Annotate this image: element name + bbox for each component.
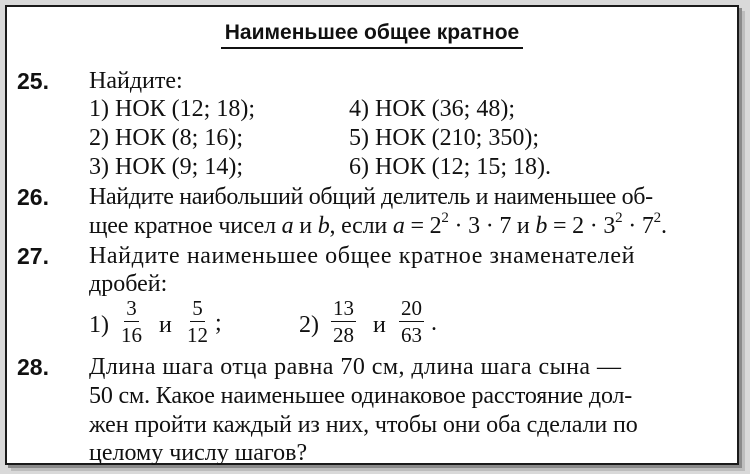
- problem-25-item-6: 6) НОК (12; 15; 18).: [349, 154, 551, 180]
- problem-28-line-1: Длина шага отца равна 70 см, длина шага сына —: [89, 354, 622, 380]
- problem-27-part-2-label: 2): [299, 312, 319, 338]
- problem-27-number: 27.: [17, 243, 49, 269]
- problem-25-number: 25.: [17, 68, 49, 94]
- problem-27-part-1-label: 1): [89, 312, 109, 338]
- page-title: [7, 21, 737, 45]
- problem-25-item-5: 5) НОК (210; 350);: [349, 125, 539, 151]
- fraction-5-12: $\frac{5}{12}$: [187, 296, 208, 347]
- problem-25-prompt: Найдите:: [89, 68, 183, 94]
- fraction-13-28: $\frac{13}{28}$: [333, 296, 354, 347]
- problem-27-and-2: и: [373, 312, 386, 338]
- problem-28-line-2: 50 см. Какое наименьшее одинаковое расстояние дол-: [89, 383, 633, 409]
- problem-27-line-2: дробей:: [89, 271, 168, 297]
- textbook-page: [5, 5, 739, 465]
- problem-27-and-1: и: [159, 312, 172, 338]
- problem-26-line-1: Найдите наибольший общий делитель и наименьшее об-: [89, 184, 653, 210]
- page-title-text: Наименьшее общее кратное: [221, 21, 523, 49]
- problem-27-line-1: Найдите наименьшее общее кратное знаменателей: [89, 243, 636, 269]
- fraction-3-16: $\frac{3}{16}$: [121, 296, 142, 347]
- problem-27-semicolon: ;: [215, 310, 222, 336]
- problem-26-line-2: щее кратное чисел a и b, если $a = 2^2 \cdot 3 \cdot 7$ и $b = 2 \cdot 3^2 \cdot 7^2$.: [89, 210, 667, 239]
- problem-25-item-4: 4) НОК (36; 48);: [349, 96, 515, 122]
- problem-26-number: 26.: [17, 184, 49, 210]
- problem-25-item-2: 2) НОК (8; 16);: [89, 125, 243, 151]
- problem-25-item-3: 3) НОК (9; 14);: [89, 154, 243, 180]
- problem-28-line-3: жен пройти каждый из них, чтобы они оба сделали по: [89, 412, 638, 438]
- problem-25-item-1: 1) НОК (12; 18);: [89, 96, 255, 122]
- problem-28-number: 28.: [17, 354, 49, 380]
- problem-27-period: .: [431, 310, 437, 336]
- fraction-20-63: $\frac{20}{63}$: [401, 296, 422, 347]
- problem-28-line-4: целому числу шагов?: [89, 440, 308, 466]
